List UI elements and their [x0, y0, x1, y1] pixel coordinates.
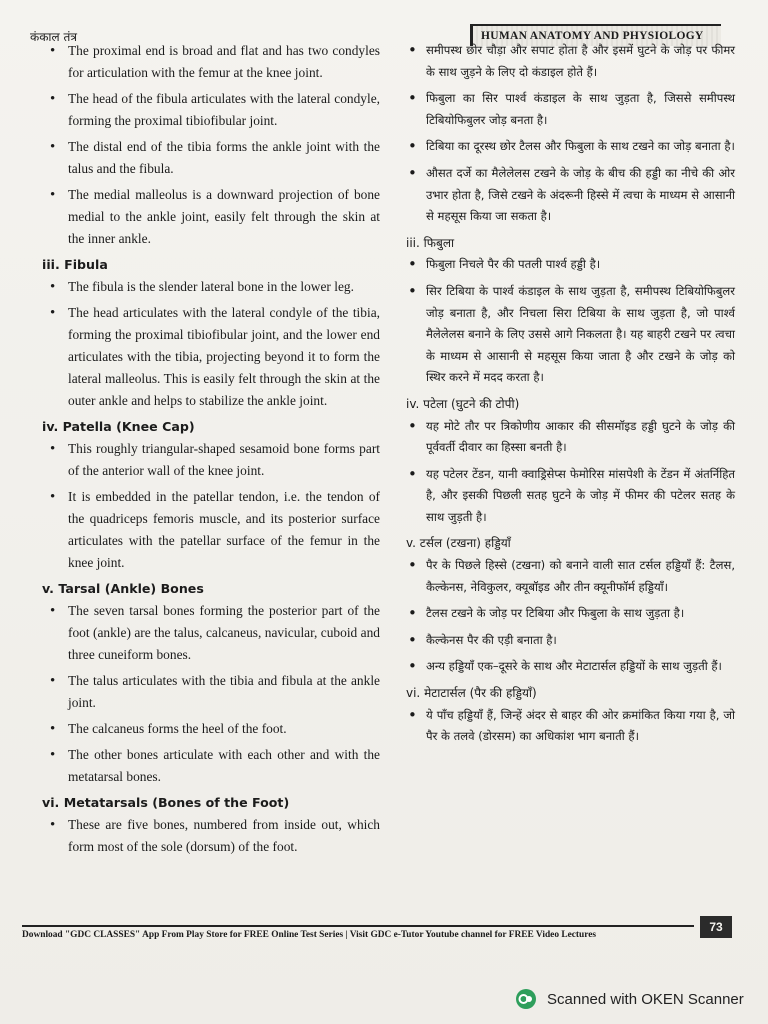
tarsal-list — [20, 600, 380, 788]
section-heading-patella-hindi: iv. पटेला (घुटने की टोपी) — [406, 396, 520, 411]
list-item: • The seven tarsal bones forming the posterior part of the foot (ankle) are the talus, calcaneus, navicular, cuboid and three cuneiform bones. — [20, 600, 380, 666]
list-item: • It is embedded in the patellar tendon, i.e. the tendon of the quadriceps femoris muscle, and its posterior surface articulates with the patellar surface of the femur in the knee joint. — [20, 486, 380, 574]
list-item: • The other bones articulate with each other and with the metatarsal bones. — [20, 744, 380, 788]
section-heading-fibula: iii. Fibula — [42, 257, 108, 272]
list-item: • टिबिया का दूरस्थ छोर टैलस और फिबुला के साथ टखने का जोड़ बनाता है। — [400, 136, 735, 158]
english-column — [20, 40, 380, 862]
section-heading-tarsal-hindi: v. टर्सल (टखना) हड्डियाँ — [406, 536, 511, 551]
section-heading-patella: iv. Patella (Knee Cap) — [42, 419, 195, 434]
page-number: 73 — [700, 916, 732, 938]
list-item: • The fibula is the slender lateral bone in the lower leg. — [20, 276, 380, 298]
tibia-list-hindi — [400, 40, 735, 228]
tibia-list — [20, 40, 380, 250]
list-item: • The talus articulates with the tibia and fibula at the ankle joint. — [20, 670, 380, 714]
list-item: • टैलस टखने के जोड़ पर टिबिया और फिबुला के साथ जुड़ता है। — [400, 603, 735, 625]
list-item: • The medial malleolus is a downward projection of bone medial to the ankle joint, easily felt through the skin at the inner ankle. — [20, 184, 380, 250]
chapter-title-hindi: कंकाल तंत्र — [30, 30, 77, 44]
list-item: • The proximal end is broad and flat and has two condyles for articulation with the femur at the knee joint. — [20, 40, 380, 84]
patella-list — [20, 438, 380, 574]
section-heading-tarsal: v. Tarsal (Ankle) Bones — [42, 581, 204, 596]
list-item: • अन्य हड्डियाँ एक–दूसरे के साथ और मेटाटार्सल हड्डियों के साथ जुड़ती हैं। — [400, 656, 735, 678]
scanner-label: Scanned with OKEN Scanner — [547, 990, 744, 1008]
list-item: • The head of the fibula articulates with the lateral condyle, forming the proximal tibiofibular joint. — [20, 88, 380, 132]
list-item: • समीपस्थ छोर चौड़ा और सपाट होता है और इसमें घुटने के जोड़ पर फीमर के साथ जुड़ने के लिए दो कंडाइल होते हैं। — [400, 40, 735, 83]
metatarsals-list — [20, 814, 380, 858]
book-title-banner: HUMAN ANATOMY AND PHYSIOLOGY — [470, 24, 721, 46]
list-item: • फिबुला का सिर पार्श्व कंडाइल के साथ जुड़ता है, जिससे समीपस्थ टिबियोफिबुलर जोड़ बनता है। — [400, 88, 735, 131]
oken-scanner-icon — [515, 988, 537, 1010]
fibula-list-hindi — [400, 254, 735, 389]
scanner-watermark — [515, 988, 744, 1010]
fibula-list — [20, 276, 380, 412]
list-item: • औसत दर्जे का मैलेलेलस टखने के जोड़ के बीच की हड्डी का नीचे की ओर उभार होता है, जिसे टखने के अंदरूनी हिस्से में त्वचा के माध्यम से आसानी से महसूस किया जा सकता है। — [400, 163, 735, 228]
list-item: • This roughly triangular-shaped sesamoid bone forms part of the anterior wall of the knee joint. — [20, 438, 380, 482]
metatarsals-list-hindi — [400, 705, 735, 748]
list-item: • These are five bones, numbered from inside out, which form most of the sole (dorsum) of the foot. — [20, 814, 380, 858]
list-item: • The head articulates with the lateral condyle of the tibia, forming the proximal tibiofibular joint, and the lower end articulates with the tibia, projecting beyond it to form the lateral malleolus. This is easily felt through the skin at the outer ankle and helps to stabilize the ankle joint. — [20, 302, 380, 412]
section-heading-metatarsals-hindi: vi. मेटाटार्सल (पैर की हड्डियाँ) — [406, 686, 537, 701]
list-item: • कैल्केनस पैर की एड़ी बनाता है। — [400, 630, 735, 652]
list-item: • यह मोटे तौर पर त्रिकोणीय आकार की सीसमॉइड हड्डी घुटने के जोड़ की पूर्ववर्ती दीवार का हिस्सा बनती है। — [400, 416, 735, 459]
list-item: • यह पटेलर टेंडन, यानी क्वाड्रिसेप्स फेमोरिस मांसपेशी के टेंडन में अंतर्निहित है, और इसकी पिछली सतह घुटने के जोड़ में फीमर की पटेलर सतह के साथ जुड़ती है। — [400, 464, 735, 529]
list-item: • सिर टिबिया के पार्श्व कंडाइल के साथ जुड़ता है, समीपस्थ टिबियोफिबुलर जोड़ बनाता है, और निचला सिरा टिबिया के साथ जुड़ता है, जो पार्श्व मैलेलेलस बनाने के लिए उससे आगे निकलता है। यह बाहरी टखने पर त्वचा के माध्यम से आसानी से महसूस किया जाता है और टखने के जोड़ को स्थिर करने में मदद करता है। — [400, 281, 735, 389]
list-item: • The calcaneus forms the heel of the foot. — [20, 718, 380, 740]
tarsal-list-hindi — [400, 555, 735, 678]
list-item: • The distal end of the tibia forms the ankle joint with the talus and the fibula. — [20, 136, 380, 180]
list-item: • पैर के पिछले हिस्से (टखना) को बनाने वाली सात टर्सल हड्डियाँ हैं: टैलस, कैल्केनस, नेविकुलर, क्यूबॉइड और तीन क्यूनीफॉर्म हड्डियाँ। — [400, 555, 735, 598]
patella-list-hindi — [400, 416, 735, 529]
list-item: • फिबुला निचले पैर की पतली पार्श्व हड्डी है। — [400, 254, 735, 276]
section-heading-metatarsals: vi. Metatarsals (Bones of the Foot) — [42, 795, 290, 810]
hindi-column — [400, 40, 735, 753]
list-item: • ये पाँच हड्डियाँ हैं, जिन्हें अंदर से बाहर की ओर क्रमांकित किया गया है, जो पैर के तलवे (डोरसम) का अधिकांश भाग बनाती हैं। — [400, 705, 735, 748]
footer-promo-text: Download "GDC CLASSES" App From Play Store for FREE Online Test Series | Visit GDC e-Tutor Youtube channel for FREE Video Lectures — [22, 930, 597, 940]
section-heading-fibula-hindi: iii. फिबुला — [406, 235, 455, 250]
footer-divider — [22, 925, 694, 927]
